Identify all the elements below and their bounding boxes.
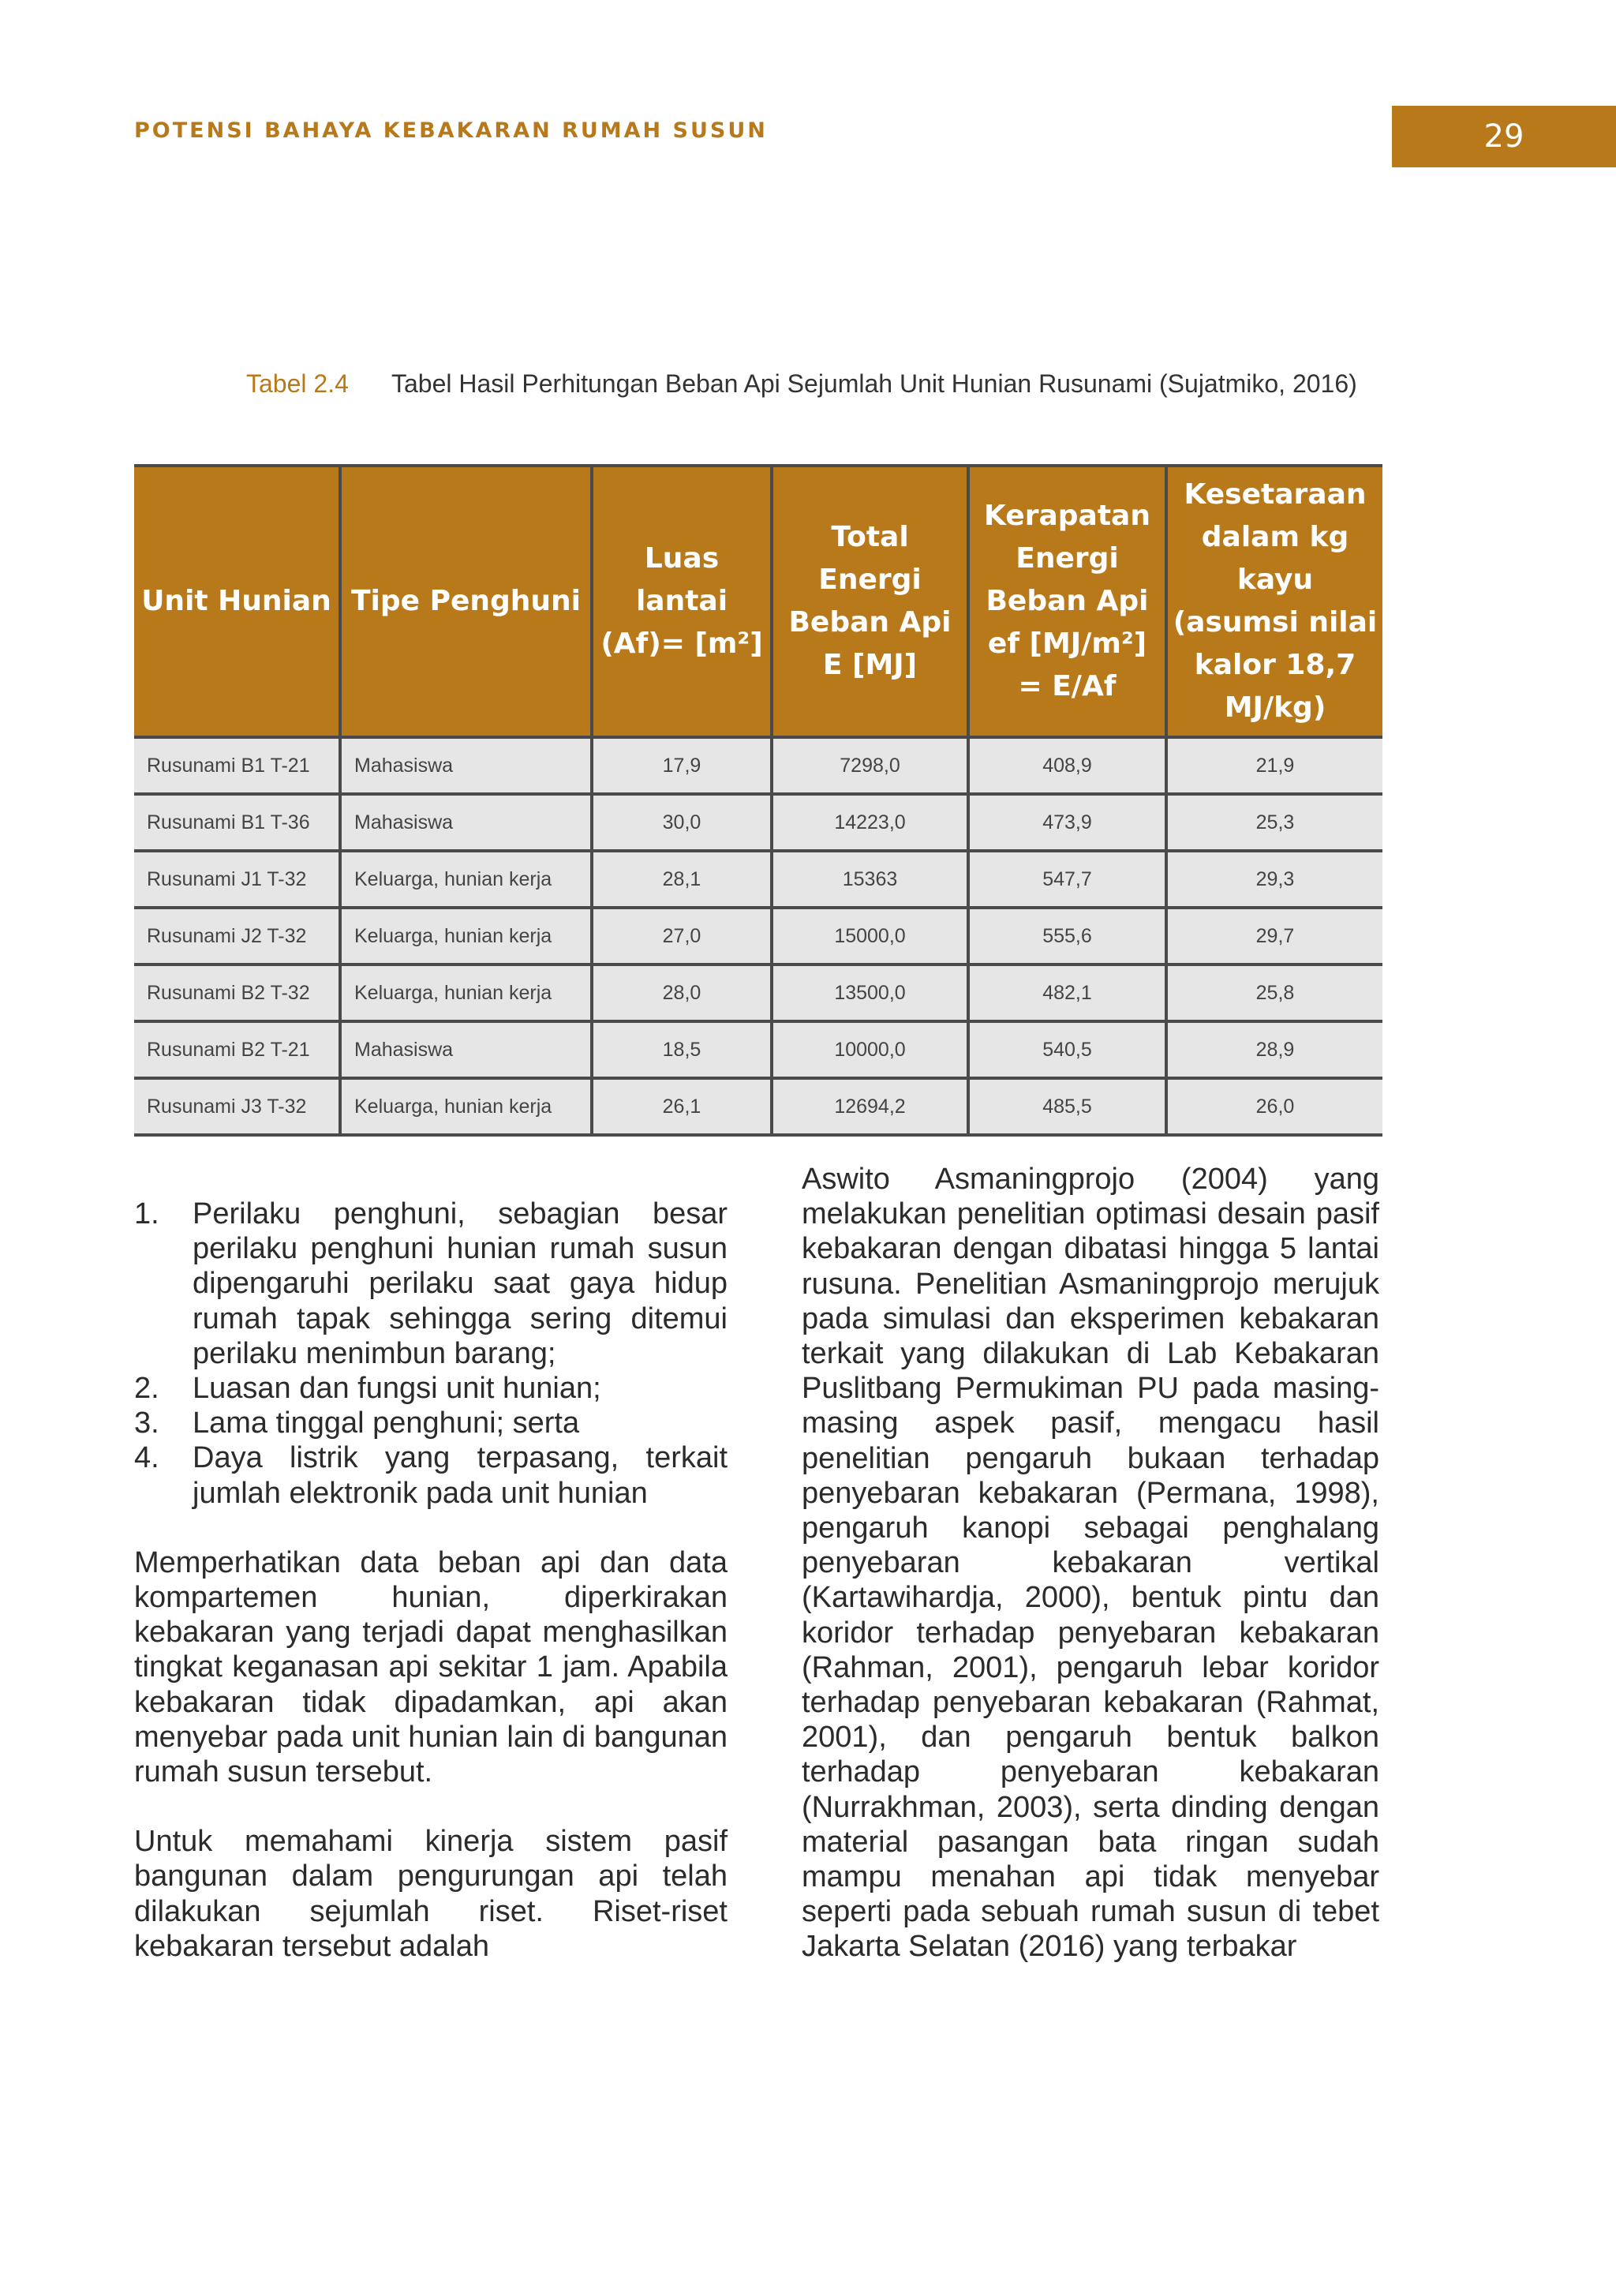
- table-cell: Rusunami J3 T-32: [134, 1078, 340, 1135]
- table-cell: Rusunami J1 T-32: [134, 851, 340, 908]
- fire-load-table: [134, 464, 1382, 1137]
- column-header: Unit Hunian: [134, 466, 340, 737]
- list-item: [134, 1440, 728, 1510]
- list-text: Perilaku penghuni, sebagian besar perilaku penghuni hunian rumah susun dipengaruhi perilaku saat gaya hidup rumah tapak sehingga sering ditemui perilaku menimbun barang;: [193, 1197, 728, 1370]
- table-cell: 25,3: [1166, 794, 1382, 851]
- table-row: [134, 794, 1382, 851]
- table-cell: 17,9: [592, 737, 772, 794]
- table-row: [134, 1078, 1382, 1135]
- table-cell: 28,0: [592, 964, 772, 1021]
- table-cell: 28,1: [592, 851, 772, 908]
- caption-label: Tabel 2.4: [246, 369, 349, 398]
- table-cell: Mahasiswa: [340, 737, 592, 794]
- table-cell: 10000,0: [772, 1021, 968, 1078]
- table-cell: 29,3: [1166, 851, 1382, 908]
- list-number: 3.: [134, 1406, 159, 1440]
- page-number: 29: [1392, 106, 1616, 167]
- table-row: [134, 1021, 1382, 1078]
- table-cell: 29,7: [1166, 908, 1382, 964]
- table-cell: Rusunami B2 T-21: [134, 1021, 340, 1078]
- column-header: Tipe Penghuni: [340, 466, 592, 737]
- list-text: Lama tinggal penghuni; serta: [193, 1406, 580, 1440]
- table-cell: 18,5: [592, 1021, 772, 1078]
- list-item: [134, 1197, 728, 1371]
- table-cell: 27,0: [592, 908, 772, 964]
- table-cell: Rusunami B1 T-36: [134, 794, 340, 851]
- list-text: Luasan dan fungsi unit hunian;: [193, 1372, 601, 1406]
- column-header: Total Energi Beban Api E [MJ]: [772, 466, 968, 737]
- table-cell: 15363: [772, 851, 968, 908]
- list-number: 2.: [134, 1372, 159, 1406]
- body-paragraph: Memperhatikan data beban api dan data kompartemen hunian, diperkirakan kebakaran yang terjadi dapat menghasilkan tingkat keganasan api sekitar 1 jam. Apabila kebakaran tidak dipadamkan, api akan menyebar pada unit hunian lain di bangunan rumah susun tersebut.: [134, 1545, 728, 1789]
- table-cell: Mahasiswa: [340, 1021, 592, 1078]
- table-cell: Keluarga, hunian kerja: [340, 908, 592, 964]
- table-cell: Rusunami B2 T-32: [134, 964, 340, 1021]
- table-row: [134, 737, 1382, 794]
- table-cell: Keluarga, hunian kerja: [340, 964, 592, 1021]
- table-cell: 25,8: [1166, 964, 1382, 1021]
- table-cell: 21,9: [1166, 737, 1382, 794]
- table-cell: 12694,2: [772, 1078, 968, 1135]
- table-cell: Keluarga, hunian kerja: [340, 851, 592, 908]
- table-cell: 540,5: [968, 1021, 1166, 1078]
- table-cell: 7298,0: [772, 737, 968, 794]
- table-cell: 555,6: [968, 908, 1166, 964]
- list-number: 1.: [134, 1197, 159, 1230]
- table-cell: 485,5: [968, 1078, 1166, 1135]
- table-cell: 15000,0: [772, 908, 968, 964]
- running-title: POTENSI BAHAYA KEBAKARAN RUMAH SUSUN: [134, 118, 768, 143]
- column-header: Luas lantai (Af)= [m²]: [592, 466, 772, 737]
- table-cell: 473,9: [968, 794, 1166, 851]
- factor-list: [134, 1197, 728, 1511]
- list-item: [134, 1371, 728, 1406]
- table-cell: Rusunami B1 T-21: [134, 737, 340, 794]
- table-cell: Keluarga, hunian kerja: [340, 1078, 592, 1135]
- body-paragraph: Untuk memahami kinerja sistem pasif bangunan dalam pengurungan api telah dilakukan sejumlah riset. Riset-riset kebakaran tersebut adalah: [134, 1825, 728, 1963]
- list-text: Daya listrik yang terpasang, terkait jumlah elektronik pada unit hunian: [193, 1441, 728, 1510]
- body-paragraph: Aswito Asmaningprojo (2004) yang melakukan penelitian optimasi desain pasif kebakaran dengan dibatasi hingga 5 lantai rusuna. Penelitian Asmaningprojo merujuk pada simulasi dan eksperimen kebakaran terkait yang dilakukan di Lab Kebakaran Puslitbang Permukiman PU pada masing-masing aspek pasif, mengacu hasil penelitian pengaruh bukaan terhadap penyebaran kebakaran (Permana, 1998), pengaruh kanopi sebagai penghalang penyebaran kebakaran vertikal (Kartawihardja, 2000), bentuk pintu dan koridor terhadap penyebaran kebakaran (Rahman, 2001), pengaruh lebar koridor terhadap penyebaran kebakaran (Rahmat, 2001), dan pengaruh bentuk balkon terhadap penyebaran kebakaran (Nurrakhman, 2003), serta dinding dengan material pasangan bata ringan sudah mampu menahan api tidak menyebar seperti pada sebuah rumah susun di tebet Jakarta Selatan (2016) yang terbakar: [802, 1163, 1379, 1964]
- table-cell: 26,0: [1166, 1078, 1382, 1135]
- table-cell: 482,1: [968, 964, 1166, 1021]
- table-cell: Rusunami J2 T-32: [134, 908, 340, 964]
- left-text-column: [134, 1197, 728, 1964]
- table-cell: 14223,0: [772, 794, 968, 851]
- table-cell: 408,9: [968, 737, 1166, 794]
- column-header: Kesetaraan dalam kg kayu (asumsi nilai kalor 18,7 MJ/kg): [1166, 466, 1382, 737]
- caption-text: Tabel Hasil Perhitungan Beban Api Sejumlah Unit Hunian Rusunami (Sujatmiko, 2016): [391, 369, 1357, 398]
- table-cell: 26,1: [592, 1078, 772, 1135]
- table-row: [134, 851, 1382, 908]
- list-item: [134, 1406, 728, 1440]
- list-number: 4.: [134, 1441, 159, 1475]
- column-header: Kerapatan Energi Beban Api ef [MJ/m²] = E/Af: [968, 466, 1166, 737]
- table-cell: Mahasiswa: [340, 794, 592, 851]
- table-cell: 547,7: [968, 851, 1166, 908]
- table-cell: 13500,0: [772, 964, 968, 1021]
- table-cell: 30,0: [592, 794, 772, 851]
- table-row: [134, 908, 1382, 964]
- table-header-row: [134, 466, 1382, 737]
- table-cell: 28,9: [1166, 1021, 1382, 1078]
- right-text-column: [802, 1162, 1379, 1965]
- table-row: [134, 964, 1382, 1021]
